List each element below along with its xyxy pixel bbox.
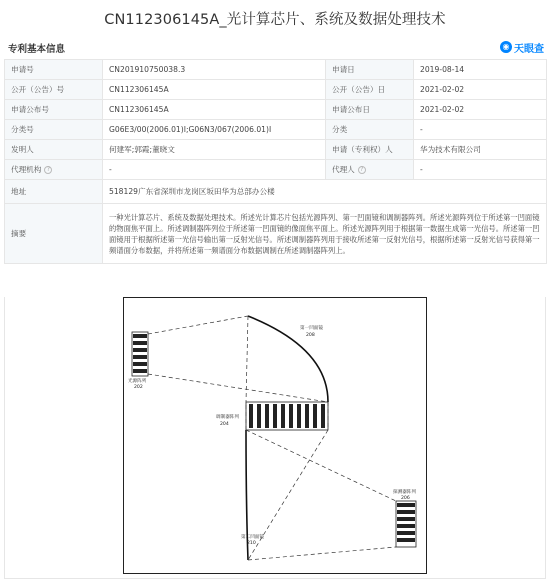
classification-number-value: G06E3/00(2006.01)I;G06N3/067(2006.01)I [103, 120, 326, 140]
publication-number-value: CN112306145A [103, 80, 326, 100]
app-publication-date-value: 2021-02-02 [414, 100, 547, 120]
category-label: 分类 [326, 120, 414, 140]
help-icon[interactable]: ? [44, 166, 52, 174]
publication-number-label: 公开（公告）号 [5, 80, 103, 100]
section-label: 专利基本信息 [8, 44, 66, 55]
address-label: 地址 [5, 180, 103, 204]
light-source-number: 202 [134, 385, 143, 390]
table-row [5, 100, 547, 120]
detector-array [396, 501, 416, 547]
tianyancha-logo-icon: ◉ [500, 41, 512, 53]
mirror2-number: 210 [247, 541, 256, 546]
agency-label: 代理机构 [11, 165, 42, 174]
application-number-label: 申请号 [5, 60, 103, 80]
inventor-value: 何建军;郭霞;董晓文 [103, 140, 326, 160]
table-row [5, 204, 547, 264]
patent-info-table [4, 59, 547, 264]
publication-date-label: 公开（公告）日 [326, 80, 414, 100]
drawing-panel [4, 297, 546, 579]
category-value: - [414, 120, 547, 140]
publication-date-value: 2021-02-02 [414, 80, 547, 100]
modulator-label: 调制器阵列 [216, 415, 239, 420]
logo-text: 天眼查 [514, 43, 544, 55]
app-publication-date-label: 申请公布日 [326, 100, 414, 120]
modulator-array [246, 402, 328, 430]
agency-value: - [103, 160, 326, 180]
table-row [5, 80, 547, 100]
help-icon[interactable]: ? [358, 166, 366, 174]
agency-label-cell [5, 160, 103, 180]
light-source-label: 光源阵列 [128, 379, 147, 384]
table-row [5, 160, 547, 180]
inventor-label: 发明人 [5, 140, 103, 160]
tianyancha-logo[interactable] [500, 40, 544, 54]
table-row [5, 120, 547, 140]
agent-label: 代理人 [332, 165, 355, 174]
abstract-label: 摘要 [5, 204, 103, 264]
modulator-number: 204 [220, 422, 229, 427]
detector-label: 探测器阵列 [393, 490, 416, 495]
applicant-label: 申请（专利权）人 [326, 140, 414, 160]
app-publication-number-label: 申请公布号 [5, 100, 103, 120]
patent-drawing [123, 297, 427, 574]
light-source-array [132, 332, 148, 376]
optical-diagram [124, 298, 428, 575]
application-date-value: 2019-08-14 [414, 60, 547, 80]
application-date-label: 申请日 [326, 60, 414, 80]
agent-label-cell [326, 160, 414, 180]
mirror2-label: 第二凹面镜 [241, 535, 264, 540]
abstract-text: 一种光计算芯片、系统及数据处理技术。所述光计算芯片包括光源阵列、第一凹面镜和调制器阵列。所述光源阵列位于所述第一凹面镜的物面焦平面上。所述调制器阵列位于所述第一凹面镜的像面焦平面上。所述光源阵列用于根据第一数据生成第一光信号。所述第一凹面镜用于根据所述第一光信号输出第一反射光信号。所述调制器阵列用于接收所述第一反射光信号，根据所述第一反射光信号获得第一频谱面分布数据，并将所述第一频谱面分布数据调制在所述调制器阵列上。 [103, 204, 547, 264]
table-row [5, 180, 547, 204]
application-number-value: CN201910750038.3 [103, 60, 326, 80]
mirror1-label: 第一凹面镜 [300, 326, 323, 331]
mirror1-number: 208 [306, 333, 315, 338]
detector-number: 206 [401, 496, 410, 501]
app-publication-number-value: CN112306145A [103, 100, 326, 120]
table-row [5, 60, 547, 80]
page-title: CN112306145A_光计算芯片、系统及数据处理技术 [104, 12, 446, 28]
section-header [4, 38, 546, 58]
agent-value: - [414, 160, 547, 180]
beam-paths [148, 316, 396, 560]
applicant-link[interactable]: 华为技术有限公司 [414, 140, 547, 160]
table-row [5, 140, 547, 160]
address-value: 518129广东省深圳市龙岗区坂田华为总部办公楼 [103, 180, 547, 204]
classification-number-label: 分类号 [5, 120, 103, 140]
